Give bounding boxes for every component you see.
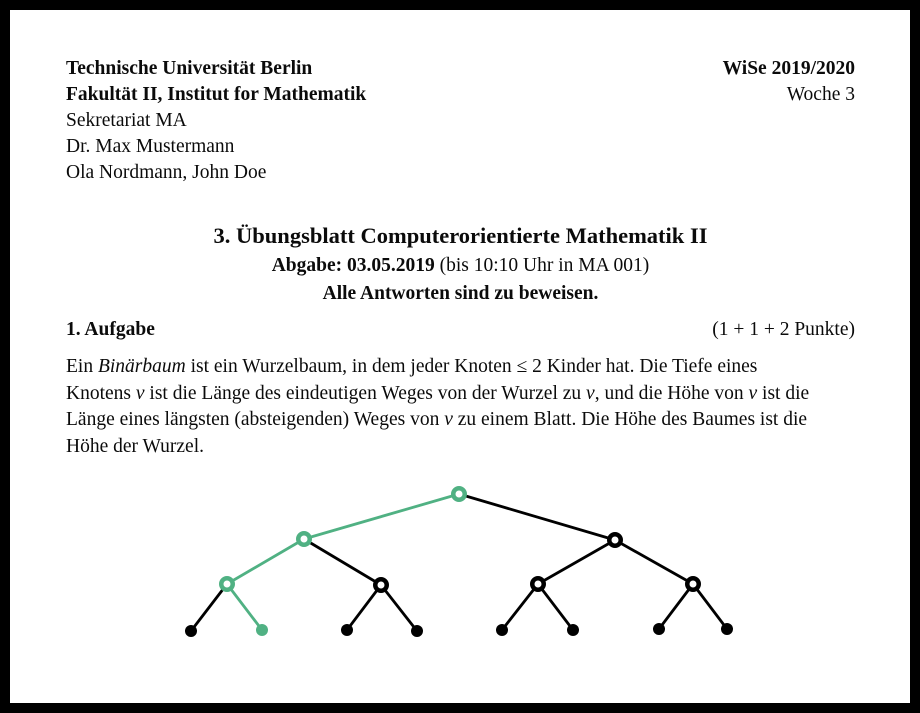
tree-node-leaf: [411, 625, 423, 637]
tree-edge: [459, 494, 615, 540]
tree-node-leaf: [567, 624, 579, 636]
tree-node-leaf: [185, 625, 197, 637]
text-segment: ist ein Wurzelbaum, in dem jeder Knoten ≤ 2 Kinder hat. Die Tiefe eines: [185, 356, 758, 377]
letterhead-right: [723, 56, 855, 108]
tree-edge: [538, 584, 573, 630]
letterhead-left: [66, 56, 366, 186]
tree-node-internal: [453, 488, 465, 500]
tree-edge: [659, 584, 693, 629]
exercise-text-line: [66, 354, 855, 381]
text-segment: v: [135, 382, 145, 404]
letterhead-line: Woche 3: [786, 84, 855, 105]
tree-node-leaf: [721, 623, 733, 635]
text-segment: v: [748, 382, 758, 404]
letterhead-line: Sekretariat MA: [66, 110, 187, 131]
tree-node-leaf: [256, 624, 268, 636]
text-segment: Höhe der Wurzel.: [66, 435, 205, 457]
tree-node-internal: [375, 579, 387, 591]
tree-node-internal: [532, 578, 544, 590]
letterhead-line: Dr. Max Mustermann: [66, 136, 235, 157]
tree-edge: [227, 584, 262, 630]
exercise-text-line: [66, 434, 855, 461]
tree-node-leaf: [653, 623, 665, 635]
tree-edge: [693, 584, 727, 629]
text-segment: Länge eines längsten (absteigenden) Weges von: [66, 409, 445, 430]
exercise-text: [66, 354, 855, 460]
text-segment: ist die Länge des eindeutigen Weges von der Wurzel zu: [144, 382, 587, 404]
exercise-heading-row: [66, 317, 855, 343]
exercise-points: (1 + 1 + 2 Punkte): [712, 319, 855, 340]
exercise-text-line: [66, 381, 855, 408]
tree-node-internal: [221, 578, 233, 590]
tree-edge: [615, 540, 693, 584]
tree-edge: [304, 494, 459, 539]
tree-edge: [347, 585, 381, 630]
tree-edge: [538, 540, 615, 584]
sheet-title: 3. Übungsblatt Computerorientierte Mathematik II: [213, 223, 708, 248]
letterhead: [66, 56, 855, 186]
tree-edge: [227, 539, 304, 584]
tree-node-leaf: [341, 624, 353, 636]
tree-node-internal: [298, 533, 310, 545]
text-segment: Ein: [66, 356, 98, 377]
text-segment: (bis 10:10 Uhr in MA 001): [434, 255, 650, 276]
exercise-label: 1. Aufgabe: [66, 319, 155, 340]
tree-edge: [191, 584, 227, 631]
text-segment: zu einem Blatt. Die Höhe des Baumes ist die: [452, 409, 808, 430]
text-segment: , und die Höhe von: [594, 382, 749, 404]
tree-edge: [381, 585, 417, 631]
document-content: [10, 10, 910, 460]
letterhead-line: Technische Universität Berlin: [66, 58, 313, 79]
text-segment: ist die: [757, 382, 810, 404]
tree-node-internal: [687, 578, 699, 590]
proof-note: Alle Antworten sind zu beweisen.: [322, 283, 599, 304]
text-segment: Abgabe: 03.05.2019: [271, 255, 435, 276]
text-segment: v: [444, 409, 453, 430]
letterhead-line: Ola Nordmann, John Doe: [66, 162, 267, 183]
deadline-line: [66, 253, 855, 279]
text-segment: v: [586, 382, 595, 404]
tree-edge: [502, 584, 538, 630]
tree-node-internal: [609, 534, 621, 546]
text-segment: Binärbaum: [97, 356, 186, 377]
letterhead-line: Fakultät II, Institut for Mathematik: [66, 84, 367, 105]
tree-node-leaf: [496, 624, 508, 636]
tree-edge: [304, 539, 381, 585]
letterhead-line: WiSe 2019/2020: [722, 58, 855, 79]
text-segment: Knotens: [66, 382, 136, 404]
exercise-text-line: [66, 407, 855, 434]
